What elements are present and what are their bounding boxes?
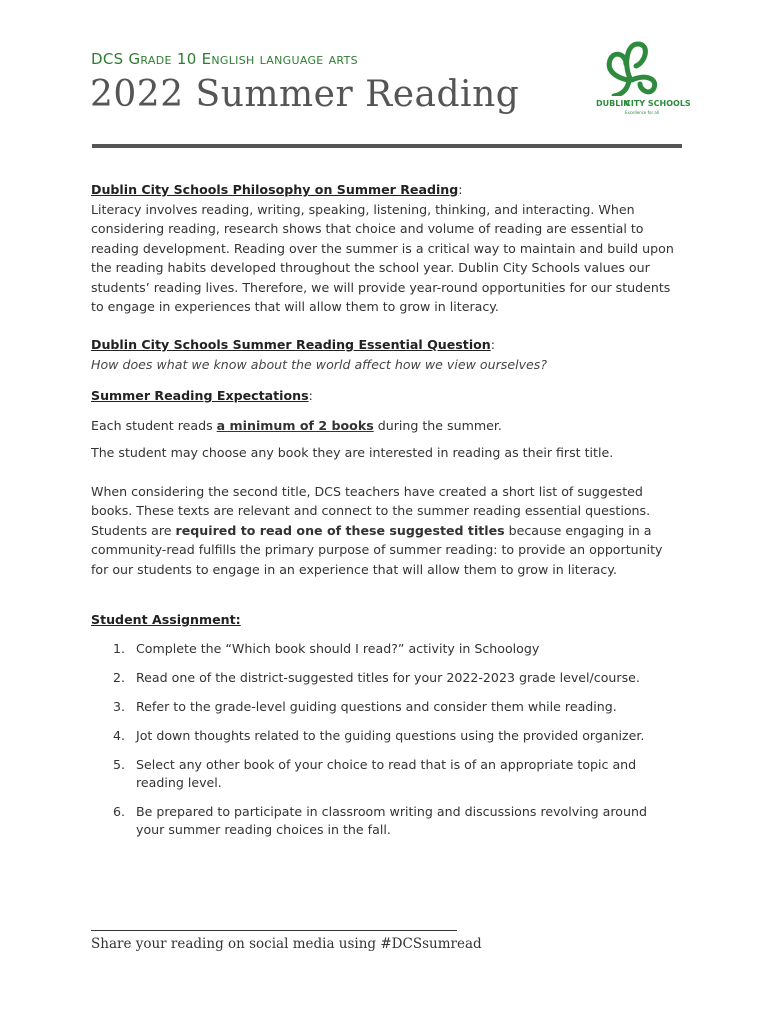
essential-question-heading-row xyxy=(91,335,691,355)
assignment-item-text: Select any other book of your choice to read that is of an appropriate topic and reading level. xyxy=(136,757,637,790)
social-media-footer: Share your reading on social media using #DCSsumread xyxy=(91,936,482,952)
required-line-end: because engaging in a xyxy=(504,522,652,538)
philosophy-line: Literacy involves reading, writing, speaking, listening, thinking, and interacting. When xyxy=(91,201,635,217)
assignment-item-number: 5. xyxy=(113,757,126,772)
course-kicker: DCS Grade 10 English language arts xyxy=(91,50,358,68)
assignment-heading: Student Assignment: xyxy=(91,612,241,627)
expectations-para-line: When considering the second title, DCS teachers have created a short list of suggested xyxy=(91,483,643,499)
assignment-item xyxy=(91,803,681,839)
assignment-item xyxy=(91,727,681,745)
expectations-line-1-start: Each student reads xyxy=(91,417,217,433)
philosophy-line: students’ reading lives. Therefore, we will provide year-round opportunities for our students xyxy=(91,279,671,295)
expectations-line-1 xyxy=(91,416,691,436)
assignment-item-number: 4. xyxy=(113,728,126,743)
philosophy-line: considering reading, research shows that choice and volume of reading are essential to xyxy=(91,221,644,236)
assignment-item xyxy=(91,756,681,792)
assignment-item-number: 1. xyxy=(113,641,126,656)
assignment-list xyxy=(91,640,681,850)
expectations-para-line: for our students to engage in an experience that will allow them to grow in literacy. xyxy=(91,561,617,577)
philosophy-line: to engage in experiences that will allow them to grow in literacy. xyxy=(91,299,499,314)
shamrock-leaf-top xyxy=(627,44,646,78)
assignment-item-text: Refer to the grade-level guiding questions and consider them while reading. xyxy=(136,699,617,714)
assignment-item-number: 6. xyxy=(113,804,126,819)
shamrock-stem xyxy=(614,80,629,96)
expectations-para-line-required xyxy=(91,521,691,541)
essential-question-colon: : xyxy=(490,337,495,352)
assignment-item-text: Complete the “Which book should I read?” activity in Schoology xyxy=(136,641,540,656)
expectations-paragraph xyxy=(91,482,691,580)
expectations-heading-row xyxy=(91,386,691,406)
assignment-item xyxy=(91,640,681,658)
assignment-item xyxy=(91,669,681,687)
assignment-item-text: Jot down thoughts related to the guiding questions using the provided organizer. xyxy=(136,728,645,743)
footer-divider xyxy=(91,930,457,931)
required-line-start: Students are xyxy=(91,522,176,538)
dublin-city-schools-logo xyxy=(592,38,691,120)
philosophy-heading: Dublin City Schools Philosophy on Summer Reading xyxy=(91,182,459,197)
philosophy-heading-colon: : xyxy=(458,182,463,197)
expectations-section xyxy=(91,386,691,579)
shamrock-logo-icon xyxy=(592,38,691,120)
philosophy-line: the reading habits developed throughout the school year. Dublin City Schools values our xyxy=(91,260,650,275)
expectations-heading: Summer Reading Expectations xyxy=(91,388,309,403)
expectations-colon: : xyxy=(308,388,313,403)
logo-tagline: Excellence for all xyxy=(625,110,660,115)
philosophy-heading-row xyxy=(91,180,691,200)
assignment-heading-row xyxy=(91,610,691,630)
required-titles-emphasis: required to read one of these suggested titles xyxy=(175,522,505,538)
header-divider xyxy=(92,144,682,148)
essential-question-section xyxy=(91,335,691,374)
assignment-item-number: 2. xyxy=(113,670,126,685)
shamrock-leaf-right xyxy=(632,77,655,92)
expectations-para-line: books. These texts are relevant and connect to the summer reading essential questions. xyxy=(91,503,651,518)
page-title: 2022 Summer Reading xyxy=(90,74,520,115)
essential-question-heading: Dublin City Schools Summer Reading Essential Question xyxy=(91,337,491,352)
assignment-item-text: Be prepared to participate in classroom writing and discussions revolving around your summer reading choices in the fall. xyxy=(136,804,647,837)
expectations-line-1-end: during the summer. xyxy=(373,417,502,433)
minimum-books-emphasis: a minimum of 2 books xyxy=(216,417,374,433)
expectations-line-2: The student may choose any book they are interested in reading as their first title. xyxy=(91,445,614,460)
philosophy-section xyxy=(91,180,691,317)
essential-question-text: How does what we know about the world affect how we view ourselves? xyxy=(91,356,548,372)
philosophy-line: reading development. Reading over the summer is a critical way to maintain and build upon xyxy=(91,240,674,256)
expectations-para-line: community-read fulfills the primary purpose of summer reading: to provide an opportunity xyxy=(91,542,663,557)
assignment-item-text: Read one of the district-suggested titles for your 2022-2023 grade level/course. xyxy=(136,670,640,685)
logo-text-left: DUBLIN xyxy=(596,99,631,108)
logo-text-right: CITY SCHOOLS xyxy=(625,99,691,108)
assignment-item-number: 3. xyxy=(113,699,126,714)
assignment-item xyxy=(91,698,681,716)
